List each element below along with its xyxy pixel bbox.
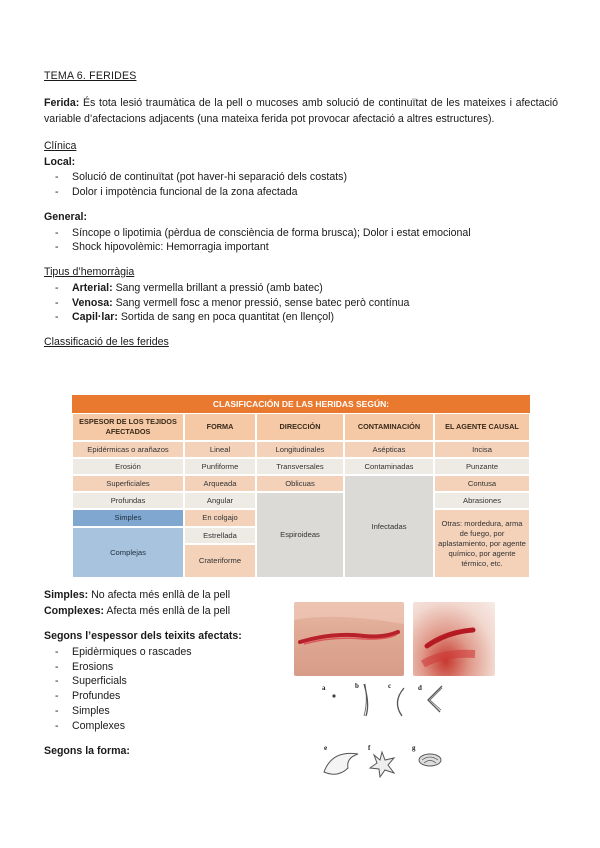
clinica-heading: Clínica (44, 140, 77, 153)
list-item: - Profundes (44, 689, 294, 704)
definition-text: És tota lesió traumàtica de la pell o mucoses amb solució de continuïtat de les mateixes i afectació variable d’afectacions adjacents (una mateixa ferida pot provocar afectació a altres estructures). (44, 97, 558, 125)
table-cell: Otras: mordedura, arma de fuego, por aplastamiento, por agente químico, por agente térmico, etc. (434, 509, 530, 578)
label-f: f (368, 744, 371, 752)
table-cell: Superficiales (72, 475, 184, 492)
table-header-direccion: DIRECCIÓN (256, 413, 344, 441)
wound-arched (397, 688, 404, 716)
label-d: d (418, 684, 422, 692)
table-cell: Asépticas (344, 441, 434, 458)
label-g: g (412, 744, 416, 752)
simples-line: Simples: No afecta més enllà de la pell (44, 589, 231, 601)
list-item: - Complexes (44, 719, 294, 734)
table-cell: Oblicuas (256, 475, 344, 492)
general-list (44, 226, 558, 256)
table-header-espesor: ESPESOR DE LOS TEJIDOS AFECTADOS (72, 413, 184, 441)
table-cell: Erosión (72, 458, 184, 475)
table-cell: Estrellada (184, 527, 256, 544)
forma-heading: Segons la forma: (44, 744, 130, 757)
wound-flap (324, 753, 358, 774)
table-cell: Profundas (72, 492, 184, 509)
label-e: e (324, 744, 328, 752)
table-cell: Epidérmicas o arañazos (72, 441, 184, 458)
table-cell: Punfiforme (184, 458, 256, 475)
table-header-forma: FORMA (184, 413, 256, 441)
wound-punctiform (332, 694, 335, 697)
espessor-list (44, 645, 294, 734)
classification-table (72, 395, 530, 578)
list-item: - Superficials (44, 674, 294, 689)
table-title: CLASIFICACIÓN DE LAS HERIDAS SEGÚN: (72, 395, 530, 413)
hemorragia-heading: Tipus d’hemorràgia (44, 266, 135, 279)
table-cell: Complejas (72, 527, 184, 578)
label-c: c (388, 682, 392, 690)
table-cell: En colgajo (184, 509, 256, 527)
list-item: - Síncope o lipotimia (pèrdua de consciència de forma brusca); Dolor i estat emocional (44, 226, 558, 241)
table-cell: Abrasiones (434, 492, 530, 509)
espessor-heading: Segons l’espessor dels teixits afectats: (44, 630, 242, 643)
hemorragia-list (44, 281, 558, 325)
list-item: - Shock hipovolèmic: Hemorragia important (44, 240, 558, 255)
wound-stellate (370, 752, 394, 777)
bottom-section (44, 588, 294, 759)
wound-shapes-diagram (318, 680, 448, 778)
list-item: - Solució de continuïtat (pot haver-hi separació dels costats) (44, 170, 558, 185)
label-a: a (322, 684, 326, 692)
classificacio-heading: Classificació de les ferides (44, 336, 169, 349)
table-cell: Angular (184, 492, 256, 509)
table-cell: Arqueada (184, 475, 256, 492)
table-header-agente: EL AGENTE CAUSAL (434, 413, 530, 441)
table-cell: Infectadas (344, 475, 434, 578)
table-cell: Contusa (434, 475, 530, 492)
list-item: - Simples (44, 704, 294, 719)
list-item: - Capil·lar: Sortida de sang en poca quantitat (en llençol) (44, 310, 558, 325)
definition-paragraph (44, 96, 558, 127)
table-cell: Simples (72, 509, 184, 527)
local-list (44, 170, 558, 200)
table-header-contaminacion: CONTAMINACIÓN (344, 413, 434, 441)
list-item: - Dolor i impotència funcional de la zona afectada (44, 185, 558, 200)
table-cell: Longitudinales (256, 441, 344, 458)
table-cell: Punzante (434, 458, 530, 475)
table-cell: Crateriforme (184, 544, 256, 578)
list-item: - Epidèrmiques o rascades (44, 645, 294, 660)
page-title: TEMA 6. FERIDES (44, 70, 137, 82)
local-label: Local: (44, 155, 76, 168)
document-body (44, 70, 558, 351)
table-cell: Contaminadas (344, 458, 434, 475)
definition-term: Ferida: (44, 97, 80, 109)
table-cell: Incisa (434, 441, 530, 458)
wound-photo-complex (413, 602, 495, 676)
table-cell: Transversales (256, 458, 344, 475)
list-item: - Erosions (44, 660, 294, 675)
label-b: b (355, 682, 359, 690)
list-item: - Arterial: Sang vermella brillant a pressió (amb batec) (44, 281, 558, 296)
list-item: - Venosa: Sang vermell fosc a menor pressió, sense batec però contínua (44, 296, 558, 311)
table-cell: Espiroideas (256, 492, 344, 578)
table-cell: Lineal (184, 441, 256, 458)
wound-photo-simple (294, 602, 404, 676)
general-label: General: (44, 210, 87, 223)
complexes-line: Complexes: Afecta més enllà de la pell (44, 604, 231, 617)
